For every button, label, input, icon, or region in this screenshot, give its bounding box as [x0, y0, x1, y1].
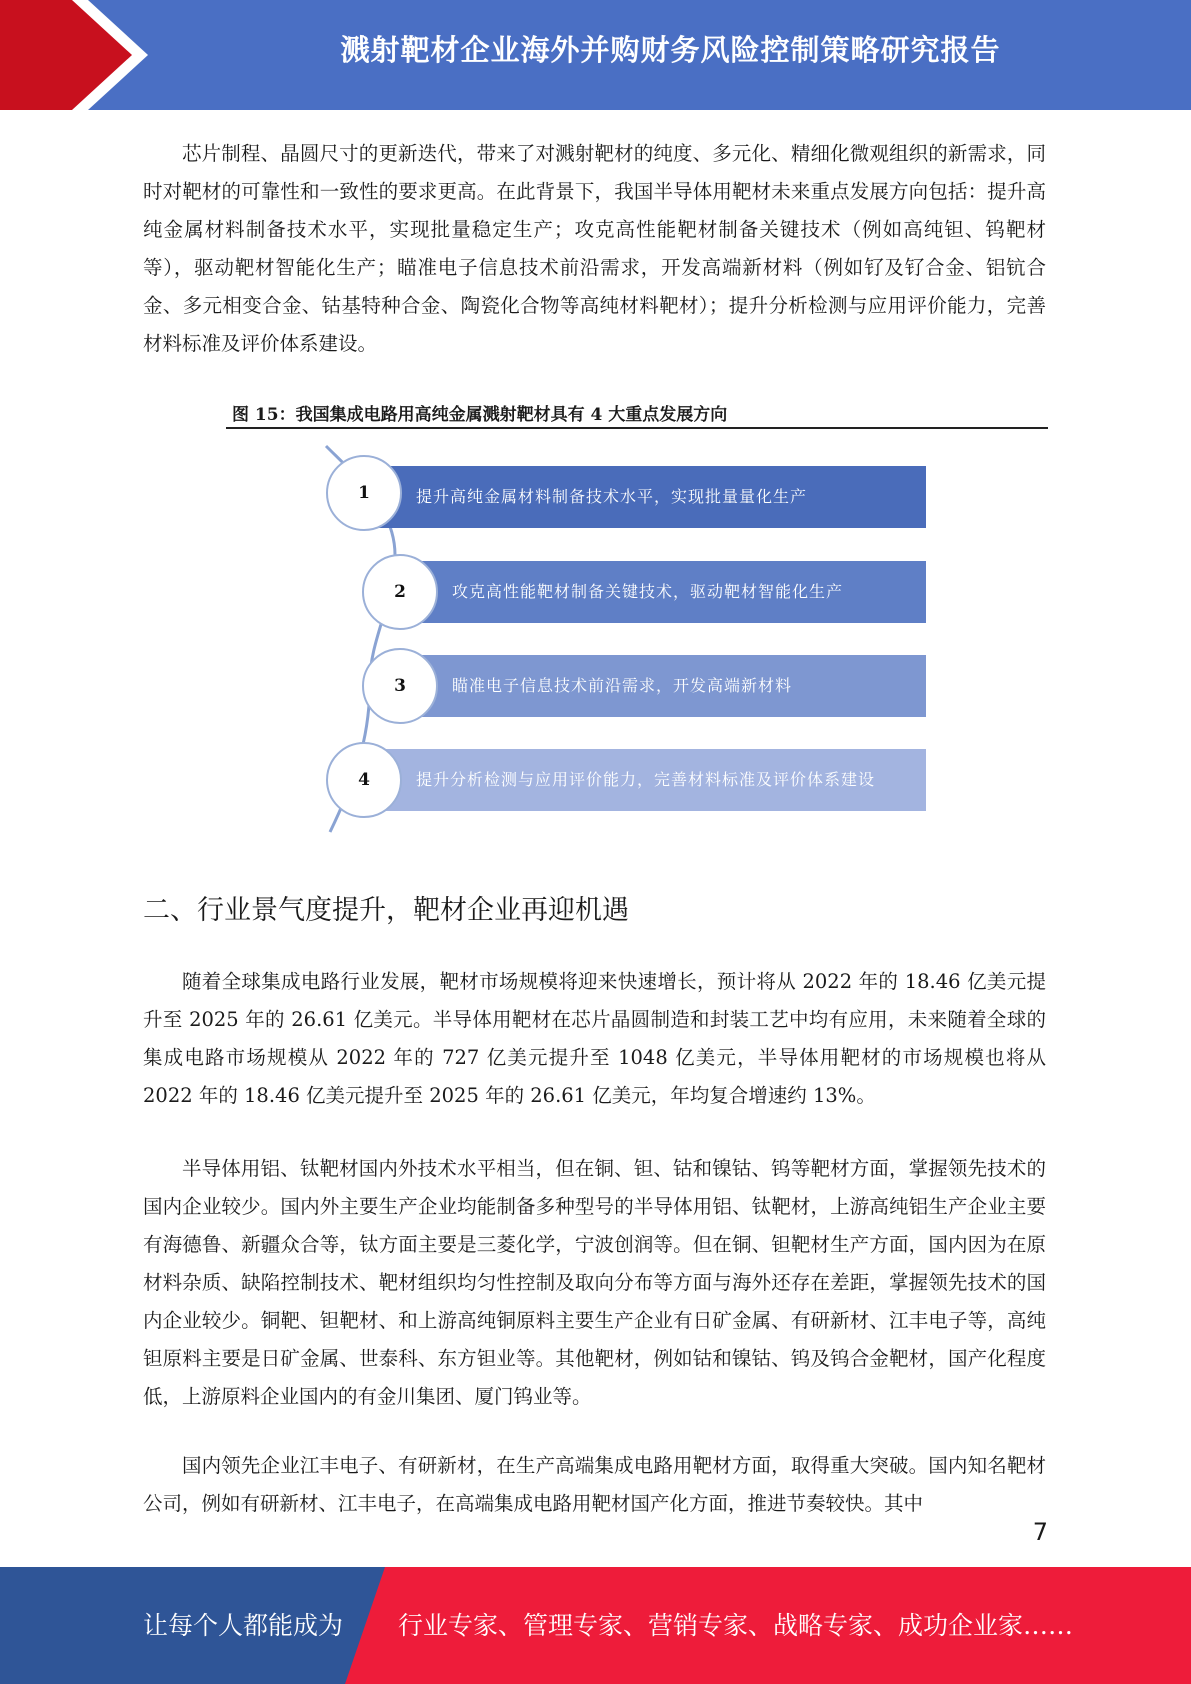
- paragraph-domestic-tech: 半导体用铝、钛靶材国内外技术水平相当，但在铜、钽、钴和镍钴、钨等靶材方面，掌握领先技术的国内企业较少。国内外主要生产企业均能制备多种型号的半导体用铝、钛靶材，上游高纯铝生产企业主要有海德鲁、新疆众合等，钛方面主要是三菱化学，宁波创润等。但在铜、钽靶材生产方面，国内因为在原材料杂质、缺陷控制技术、靶材组织均匀性控制及取向分布等方面与海外还存在差距，掌握领先技术的国内企业较少。铜靶、钽靶材、和上游高纯铜原料主要生产企业有日矿金属、有研新材、江丰电子等，高纯钽原料主要是日矿金属、世泰科、东方钽业等。其他靶材，例如钴和镍钴、钨及钨合金靶材，国产化程度低，上游原料企业国内的有金川集团、厦门钨业等。: [143, 1157, 1046, 1408]
- page-number: 7: [1032, 1518, 1048, 1546]
- development-directions-diagram: [300, 440, 940, 840]
- footer-slogan-right: 行业专家、管理专家、营销专家、战略专家、成功企业家……: [398, 1611, 1074, 1640]
- page-footer: [0, 1567, 1191, 1684]
- direction-band-2: [404, 561, 926, 623]
- paragraph-intro: 芯片制程、晶圆尺寸的更新迭代，带来了对溅射靶材的纯度、多元化、精细化微观组织的新需求，同时对靶材的可靠性和一致性的要求更高。在此背景下，我国半导体用靶材未来重点发展方向包括：提升高纯金属材料制备技术水平，实现批量稳定生产；攻克高性能靶材制备关键技术（例如高纯钽、钨靶材等），驱动靶材智能化生产；瞄准电子信息技术前沿需求，开发高端新材料（例如钌及钌合金、铝钪合金、多元相变合金、钴基特种合金、陶瓷化合物等高纯材料靶材）；提升分析检测与应用评价能力，完善材料标准及评价体系建设。: [143, 142, 1046, 355]
- direction-text-4: 提升分析检测与应用评价能力，完善材料标准及评价体系建设: [416, 770, 876, 789]
- paragraph-leading-companies: 国内领先企业江丰电子、有研新材，在生产高端集成电路用靶材方面，取得重大突破。国内知名靶材公司，例如有研新材、江丰电子，在高端集成电路用靶材国产化方面，推进节奏较快。其中: [143, 1454, 1046, 1515]
- direction-number-4: 4: [326, 742, 402, 818]
- direction-number-1: 1: [326, 455, 402, 531]
- section-heading: 二、行业景气度提升，靶材企业再迎机遇: [143, 895, 629, 926]
- direction-text-1: 提升高纯金属材料制备技术水平，实现批量量化生产: [416, 487, 808, 506]
- direction-number-2: 2: [362, 554, 438, 630]
- footer-slogan-left: 让每个人都能成为: [143, 1611, 344, 1640]
- report-title: 溅射靶材企业海外并购财务风险控制策略研究报告: [340, 33, 1001, 67]
- paragraph-market-size: 随着全球集成电路行业发展，靶材市场规模将迎来快速增长，预计将从 2022 年的 18.46 亿美元提升至 2025 年的 26.61 亿美元。半导体用靶材在芯片晶圆制造和封装工艺中均有应用，未来随着全球的集成电路市场规模从 2022 年的 727 亿美元提升至 1048 亿美元，半导体用靶材的市场规模也将从 2022 年的 18.46 亿美元提升至 2025 年的 26.61 亿美元，年均复合增速约 13%。: [143, 970, 1046, 1107]
- direction-band-3: [404, 655, 926, 717]
- direction-text-3: 瞄准电子信息技术前沿需求，开发高端新材料: [452, 676, 793, 695]
- direction-band-1: [366, 466, 926, 528]
- direction-number-3: 3: [362, 648, 438, 724]
- direction-band-4: [366, 749, 926, 811]
- direction-text-2: 攻克高性能靶材制备关键技术，驱动靶材智能化生产: [452, 582, 844, 601]
- figure-caption: 图 15：我国集成电路用高纯金属溅射靶材具有 4 大重点发展方向: [232, 405, 728, 425]
- figure-caption-rule: [226, 427, 1048, 429]
- page-header: [0, 0, 1191, 110]
